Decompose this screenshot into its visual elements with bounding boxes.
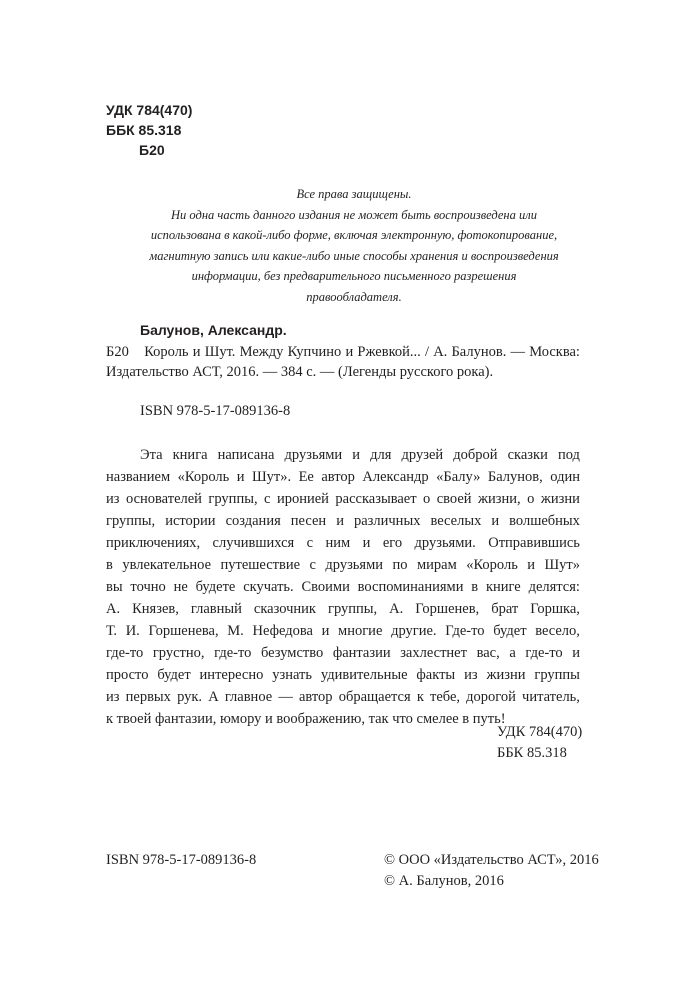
annotation-word: в	[471, 579, 479, 595]
annotation-word: другие.	[391, 623, 437, 639]
annotation-word: путешествие	[220, 557, 301, 573]
classification-codes	[106, 100, 192, 160]
annotation-paragraph	[106, 444, 580, 730]
rights-notice	[140, 184, 568, 307]
annotation-word: с	[309, 557, 316, 573]
annotation-word: скучать.	[243, 579, 294, 595]
annotation-word: группы	[534, 667, 580, 683]
udk-code: УДК 784(470)	[106, 102, 193, 118]
annotation-word: сказочник	[253, 601, 316, 617]
annotation-word: и	[336, 513, 344, 529]
annotation-word: многие	[338, 623, 383, 639]
annotation-word: Горшенева,	[148, 623, 219, 639]
annotation-word: Горшка,	[530, 601, 580, 617]
annotation-word: жизни	[540, 491, 580, 507]
annotation-word: для	[370, 447, 392, 463]
entry-word: Между	[239, 344, 284, 360]
annotation-word: из	[106, 689, 120, 705]
annotation-line	[106, 532, 580, 554]
annotation-word: Князев,	[132, 601, 179, 617]
annotation-word: удивительные	[320, 667, 408, 683]
isbn-entry: ISBN 978-5-17-089136-8	[140, 403, 291, 419]
annotation-word: друзьями	[325, 557, 384, 573]
rights-line: правообладателя.	[306, 289, 402, 304]
annotation-word: а	[509, 645, 516, 661]
annotation-word: книга	[172, 447, 208, 463]
annotation-word: своей	[436, 491, 472, 507]
annotation-line	[106, 576, 580, 598]
annotation-word: волшебных	[509, 513, 580, 529]
annotation-word: с	[306, 535, 314, 551]
annotation-word: ним	[325, 535, 351, 551]
annotation-word: в	[106, 557, 113, 573]
annotation-word: точно	[130, 579, 166, 595]
annotation-word: воспоминаниями	[357, 579, 464, 595]
annotation-word: брат	[491, 601, 519, 617]
annotation-word: главный	[190, 601, 242, 617]
annotation-word: его	[382, 535, 403, 551]
annotation-word: группы,	[328, 601, 378, 617]
annotation-word: интересно	[199, 667, 264, 683]
annotation-word: жизни	[486, 667, 526, 683]
entry-word: Король	[144, 344, 189, 360]
annotation-word: и	[321, 623, 330, 639]
annotation-word: книге	[485, 579, 521, 595]
annotation-word: фантазии	[332, 645, 391, 661]
annotation-word: о	[527, 491, 535, 507]
annotation-word: жизни,	[478, 491, 521, 507]
annotation-word: будете	[195, 579, 236, 595]
annotation-word: читатель,	[522, 689, 580, 705]
annotation-word: друзьями	[284, 447, 343, 463]
annotation-word: весело,	[535, 623, 580, 639]
annotation-word: названием	[106, 469, 171, 485]
annotation-word: безумство	[260, 645, 324, 661]
entry-word: —	[510, 344, 526, 360]
annotation-line	[106, 642, 580, 664]
annotation-word: Где-то	[445, 623, 485, 639]
annotation-word: песен	[290, 513, 327, 529]
author-heading: Балунов, Александр.	[140, 322, 287, 338]
annotation-word: «Балу»	[436, 469, 481, 485]
annotation-word: Балунов,	[487, 469, 543, 485]
annotation-word: Шут»	[544, 557, 580, 573]
annotation-word: тебе,	[430, 689, 461, 705]
annotation-word: доброй	[453, 447, 498, 463]
entry-word: /	[424, 344, 429, 360]
annotation-word: написана	[217, 447, 275, 463]
annotation-word: с	[264, 491, 271, 507]
annotation-word: и	[491, 513, 500, 529]
annotation-word: просто	[106, 667, 149, 683]
rights-line: Ни одна часть данного издания не может быть воспроизведена или	[171, 207, 537, 222]
annotation-word: вы	[106, 579, 123, 595]
annotation-line	[106, 444, 580, 466]
copyright-author: © А. Балунов, 2016	[384, 872, 504, 889]
annotation-line	[106, 664, 580, 686]
annotation-word: группы,	[208, 491, 258, 507]
annotation-word: иронией	[276, 491, 329, 507]
copyright-block	[384, 850, 599, 891]
annotation-word: где-то	[106, 645, 144, 661]
entry-author-mark: Б20	[106, 344, 129, 360]
entry-line-publisher: Издательство АСТ, 2016. — 384 с. — (Легенды русского рока).	[106, 364, 494, 380]
annotation-word: Нефедова	[252, 623, 313, 639]
annotation-word: вас,	[476, 645, 500, 661]
annotation-word: увлекательное	[122, 557, 212, 573]
annotation-word: Отправившись	[488, 535, 580, 551]
annotation-word: из	[106, 491, 120, 507]
annotation-word: и	[362, 535, 371, 551]
annotation-word: грустно,	[152, 645, 205, 661]
entry-word: и	[345, 344, 354, 360]
annotation-word: о	[423, 491, 431, 507]
annotation-word: где-то	[214, 645, 252, 661]
rights-line: использована в какой-либо форме, включая электронную, фотокопирование,	[150, 228, 558, 242]
annotation-word: веселых	[430, 513, 482, 529]
entry-word: Балунов.	[451, 344, 507, 360]
annotation-word: будет	[157, 667, 191, 683]
annotation-word: основателей	[125, 491, 202, 507]
author-mark: Б20	[139, 142, 165, 158]
annotation-word: главное	[224, 689, 273, 705]
annotation-word: автор	[321, 469, 355, 485]
annotation-word: приключениях,	[106, 535, 201, 551]
classification-codes-footer	[497, 722, 582, 763]
annotation-word: будет	[493, 623, 527, 639]
annotation-word: узнать	[272, 667, 312, 683]
annotation-word: И.	[125, 623, 140, 639]
entry-word: Москва:	[529, 344, 580, 360]
annotation-word: Ее	[298, 469, 314, 485]
entry-word: А.	[433, 344, 448, 360]
bbk-code-footer: ББК 85.318	[497, 744, 567, 761]
annotation-word: факты	[416, 667, 456, 683]
annotation-word: и	[352, 447, 361, 463]
annotation-line	[106, 488, 580, 510]
annotation-word: друзей	[401, 447, 444, 463]
annotation-line	[106, 686, 580, 708]
udk-code-footer: УДК 784(470)	[497, 724, 583, 740]
annotation-word: и	[236, 469, 245, 485]
annotation-line	[106, 466, 580, 488]
annotation-word: случившихся	[212, 535, 295, 551]
bibliographic-entry	[106, 342, 580, 382]
entry-line-title	[106, 342, 580, 362]
annotation-word: и	[572, 645, 580, 661]
entry-word: и	[192, 344, 201, 360]
annotation-word: М.	[227, 623, 244, 639]
annotation-word: под	[557, 447, 580, 463]
annotation-word: истории	[165, 513, 216, 529]
annotation-word: «Король	[177, 469, 230, 485]
annotation-word: к	[416, 689, 424, 705]
rights-line: информации, без предварительного письменного разрешения	[191, 269, 517, 283]
annotation-word: сказки	[507, 447, 548, 463]
annotation-line	[106, 620, 580, 642]
annotation-word: А.	[106, 601, 121, 617]
annotation-word: Т.	[106, 623, 118, 639]
annotation-word: А.	[389, 601, 404, 617]
annotation-word: автор	[298, 689, 333, 705]
rights-line: магнитную запись или какие-либо иные способы хранения и воспроизведения	[149, 248, 559, 263]
rights-line: Все права защищены.	[296, 187, 412, 201]
annotation-word: и	[527, 557, 536, 573]
isbn-footer: ISBN 978-5-17-089136-8	[106, 852, 257, 868]
annotation-word: группы,	[106, 513, 156, 529]
annotation-word: не	[173, 579, 188, 595]
annotation-word: друзьями.	[414, 535, 476, 551]
annotation-word: мирам	[416, 557, 457, 573]
annotation-word: Своими	[301, 579, 350, 595]
bbk-code: ББК 85.318	[106, 122, 182, 138]
annotation-word: один	[550, 469, 580, 485]
annotation-word: из	[464, 667, 478, 683]
annotation-word: захлестнет	[400, 645, 467, 661]
entry-word: Шут.	[204, 344, 236, 360]
annotation-word: рассказывает	[335, 491, 417, 507]
annotation-word: где-то	[525, 645, 563, 661]
annotation-line	[106, 554, 580, 576]
annotation-word: дорогой	[466, 689, 516, 705]
annotation-word: к твоей фантазии, юмору и воображению, так что смелее в путь!	[106, 711, 506, 727]
annotation-word: различных	[353, 513, 421, 529]
annotation-word: первых	[125, 689, 171, 705]
annotation-word: Александр	[362, 469, 429, 485]
annotation-word: Эта	[140, 447, 163, 463]
annotation-word: —	[278, 689, 293, 705]
entry-word: Купчино	[287, 344, 342, 360]
annotation-word: А	[208, 689, 219, 705]
annotation-line	[106, 598, 580, 620]
annotation-word: «Король	[466, 557, 518, 573]
annotation-word: по	[392, 557, 408, 573]
copyright-publisher: © ООО «Издательство АСТ», 2016	[384, 852, 599, 868]
annotation-word: Шут».	[251, 469, 292, 485]
annotation-word: Горшенев,	[415, 601, 480, 617]
annotation-word: создания	[225, 513, 281, 529]
entry-word: Ржевкой...	[357, 344, 421, 360]
annotation-word: обращается	[338, 689, 411, 705]
annotation-line	[106, 510, 580, 532]
annotation-word: рук.	[177, 689, 203, 705]
annotation-word: делятся:	[528, 579, 580, 595]
